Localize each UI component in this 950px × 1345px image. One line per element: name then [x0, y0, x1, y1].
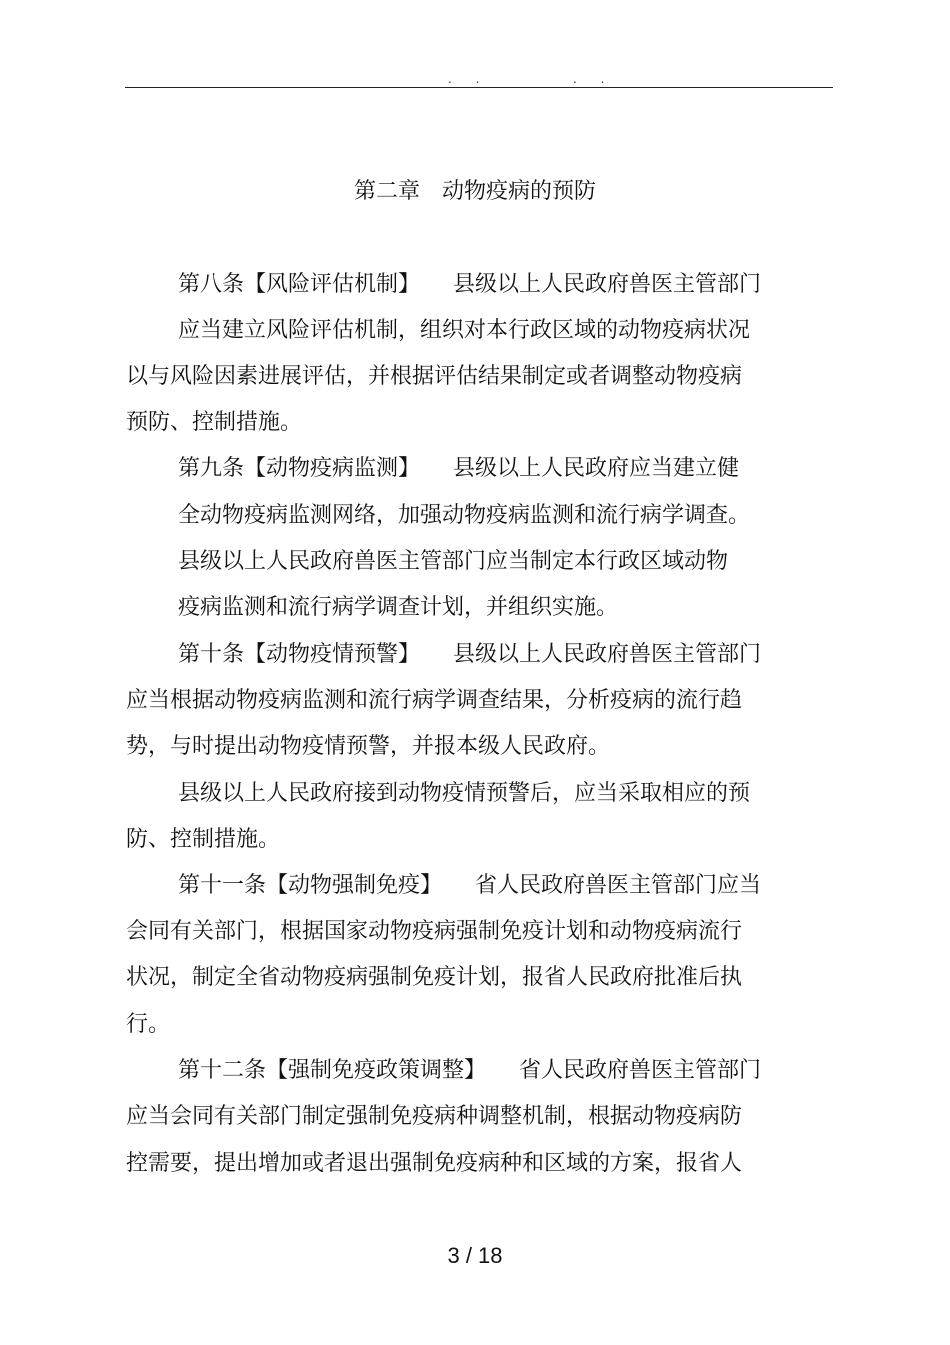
text-line: 县级以上人民政府兽医主管部门应当制定本行政区域动物	[178, 549, 729, 574]
header-decoration	[0, 72, 950, 86]
text-line: 疫病监测和流行病学调查计划，并组织实施。	[178, 595, 619, 620]
page-number: 3 / 18	[447, 1243, 503, 1268]
text-line: 势，与时提出动物疫情预警，并报本级人民政府。	[126, 734, 611, 759]
text-line: 第八条【风险评估机制】 县级以上人民政府兽医主管部门	[178, 272, 762, 297]
text-line: 第九条【动物疫病监测】 县级以上人民政府应当建立健	[178, 456, 740, 481]
text-line: 第十条【动物疫情预警】 县级以上人民政府兽医主管部门	[178, 642, 762, 667]
text-line: 应当会同有关部门制定强制免疫病种调整机制，根据动物疫病防	[126, 1104, 743, 1129]
text-line: 控需要，提出增加或者退出强制免疫病种和区域的方案，报省人	[126, 1151, 743, 1176]
text-line: 会同有关部门，根据国家动物疫病强制免疫计划和动物疫病流行	[126, 919, 743, 944]
text-line: 应当建立风险评估机制，组织对本行政区域的动物疫病状况	[178, 318, 751, 343]
text-line: 全动物疫病监测网络，加强动物疫病监测和流行病学调查。	[178, 503, 751, 528]
chapter-title: 第二章 动物疫病的预防	[353, 179, 596, 204]
text-line: 防、控制措施。	[126, 827, 281, 852]
header-dots-left: . .	[448, 72, 490, 86]
text-line: 预防、控制措施。	[126, 410, 303, 435]
text-line: 状况，制定全省动物疫病强制免疫计划，报省人民政府批准后执	[126, 965, 743, 990]
text-line: 行。	[126, 1012, 171, 1037]
text-line: 应当根据动物疫病监测和流行病学调查结果，分析疫病的流行趋	[126, 688, 743, 713]
header-rule	[125, 87, 833, 88]
text-line: 第十一条【动物强制免疫】 省人民政府兽医主管部门应当	[178, 873, 762, 898]
text-line: 县级以上人民政府接到动物疫情预警后，应当采取相应的预	[178, 781, 751, 806]
header-dots-right: . .	[573, 72, 615, 86]
text-line: 第十二条【强制免疫政策调整】 省人民政府兽医主管部门	[178, 1058, 762, 1083]
text-line: 以与风险因素进展评估，并根据评估结果制定或者调整动物疫病	[126, 364, 743, 389]
